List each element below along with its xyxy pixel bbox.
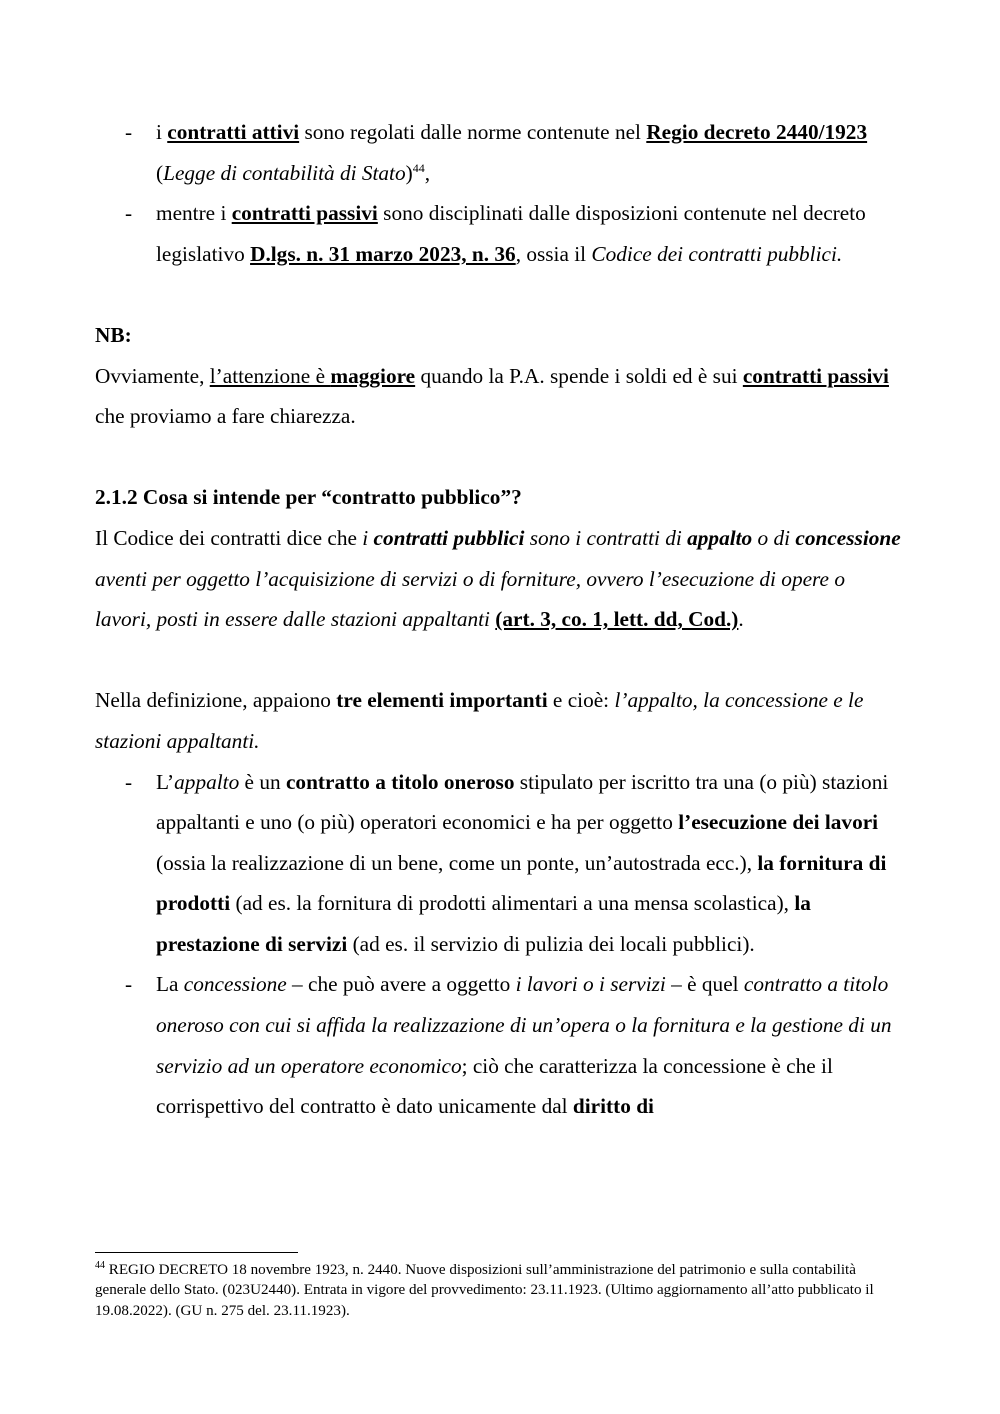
list-item-appalto: - L’appalto è un contratto a titolo oneroso stipulato per iscritto tra una (o più) stazioni appaltanti e uno (o più) operatori economici e ha per oggetto l’esecuzione dei lavori (ossia la realizzazione di un bene, come un ponte, un’autostrada ecc.), la fornitura di prodotti (ad es. la fornitura di prodotti alimentari a una mensa scolastica), la prestazione di servizi (ad es. il servizio di pulizia dei locali pubblici). (156, 762, 905, 965)
list-item-concessione: - La concessione – che può avere a oggetto i lavori o i servizi – è quel contratto a titolo oneroso con cui si affida la realizzazione di un’opera o la fornitura e la gestione di un servizio ad un operatore economico; ciò che caratterizza la concessione è che il corrispettivo del contratto è dato unicamente dal diritto di (156, 964, 905, 1126)
link-regio-decreto: Regio decreto 2440/1923 (646, 120, 868, 144)
document-body (95, 112, 905, 1127)
section-heading: 2.1.2 Cosa si intende per “contratto pubblico”? (95, 485, 522, 510)
nb-title: NB: (95, 322, 132, 347)
term-contratti-attivi: contratti attivi (167, 120, 300, 144)
nb-paragraph: Ovviamente, l’attenzione è maggiore quando la P.A. spende i soldi ed è sui contratti passivi che proviamo a fare chiarezza. (95, 363, 889, 429)
footnote-separator (95, 1252, 298, 1253)
footnote (95, 1260, 910, 1321)
link-art-3-cod: (art. 3, co. 1, lett. dd, Cod.) (495, 607, 739, 632)
elements-list (95, 762, 905, 1127)
link-dlgs-36-2023: D.lgs. n. 31 marzo 2023, n. 36 (250, 241, 516, 266)
term-contratti-passivi: contratti passivi (231, 201, 378, 226)
contracts-list (95, 112, 905, 274)
elements-paragraph: Nella definizione, appaiono tre elementi importanti e cioè: l’appalto, la concessione e le stazioni appaltanti. (95, 688, 864, 753)
footnote-ref: 44 (412, 160, 425, 175)
list-item-contratti-passivi: - mentre i contratti passivi sono disciplinati dalle disposizioni contenute nel decreto legislativo D.lgs. n. 31 marzo 2023, n. 36, ossia il Codice dei contratti pubblici. (156, 193, 905, 274)
footnote-text: REGIO DECRETO 18 novembre 1923, n. 2440. Nuove disposizioni sull’amministrazione del patrimonio e sulla contabilità generale dello Stato. (023U2440). Entrata in vigore del provvedimento: 23.11.1923. (Ultimo aggiornamento all’atto pubblicato il 19.08.2022). (GU n. 275 del. 23.11.1923). (95, 1262, 874, 1319)
footnote-number: 44 (95, 1259, 105, 1271)
list-item-contratti-attivi: - i contratti attivi sono regolati dalle norme contenute nel Regio decreto 2440/1923 (Legge di contabilità di Stato)$^{44}$, (156, 112, 905, 193)
definition-paragraph: Il Codice dei contratti dice che i contratti pubblici sono i contratti di appalto o di concessione aventi per oggetto l’acquisizione di servizi o di forniture, ovvero l’esecuzione di opere o lavori, posti in essere dalle stazioni appaltanti (art. 3, co. 1, lett. dd, Cod.). (95, 525, 901, 632)
